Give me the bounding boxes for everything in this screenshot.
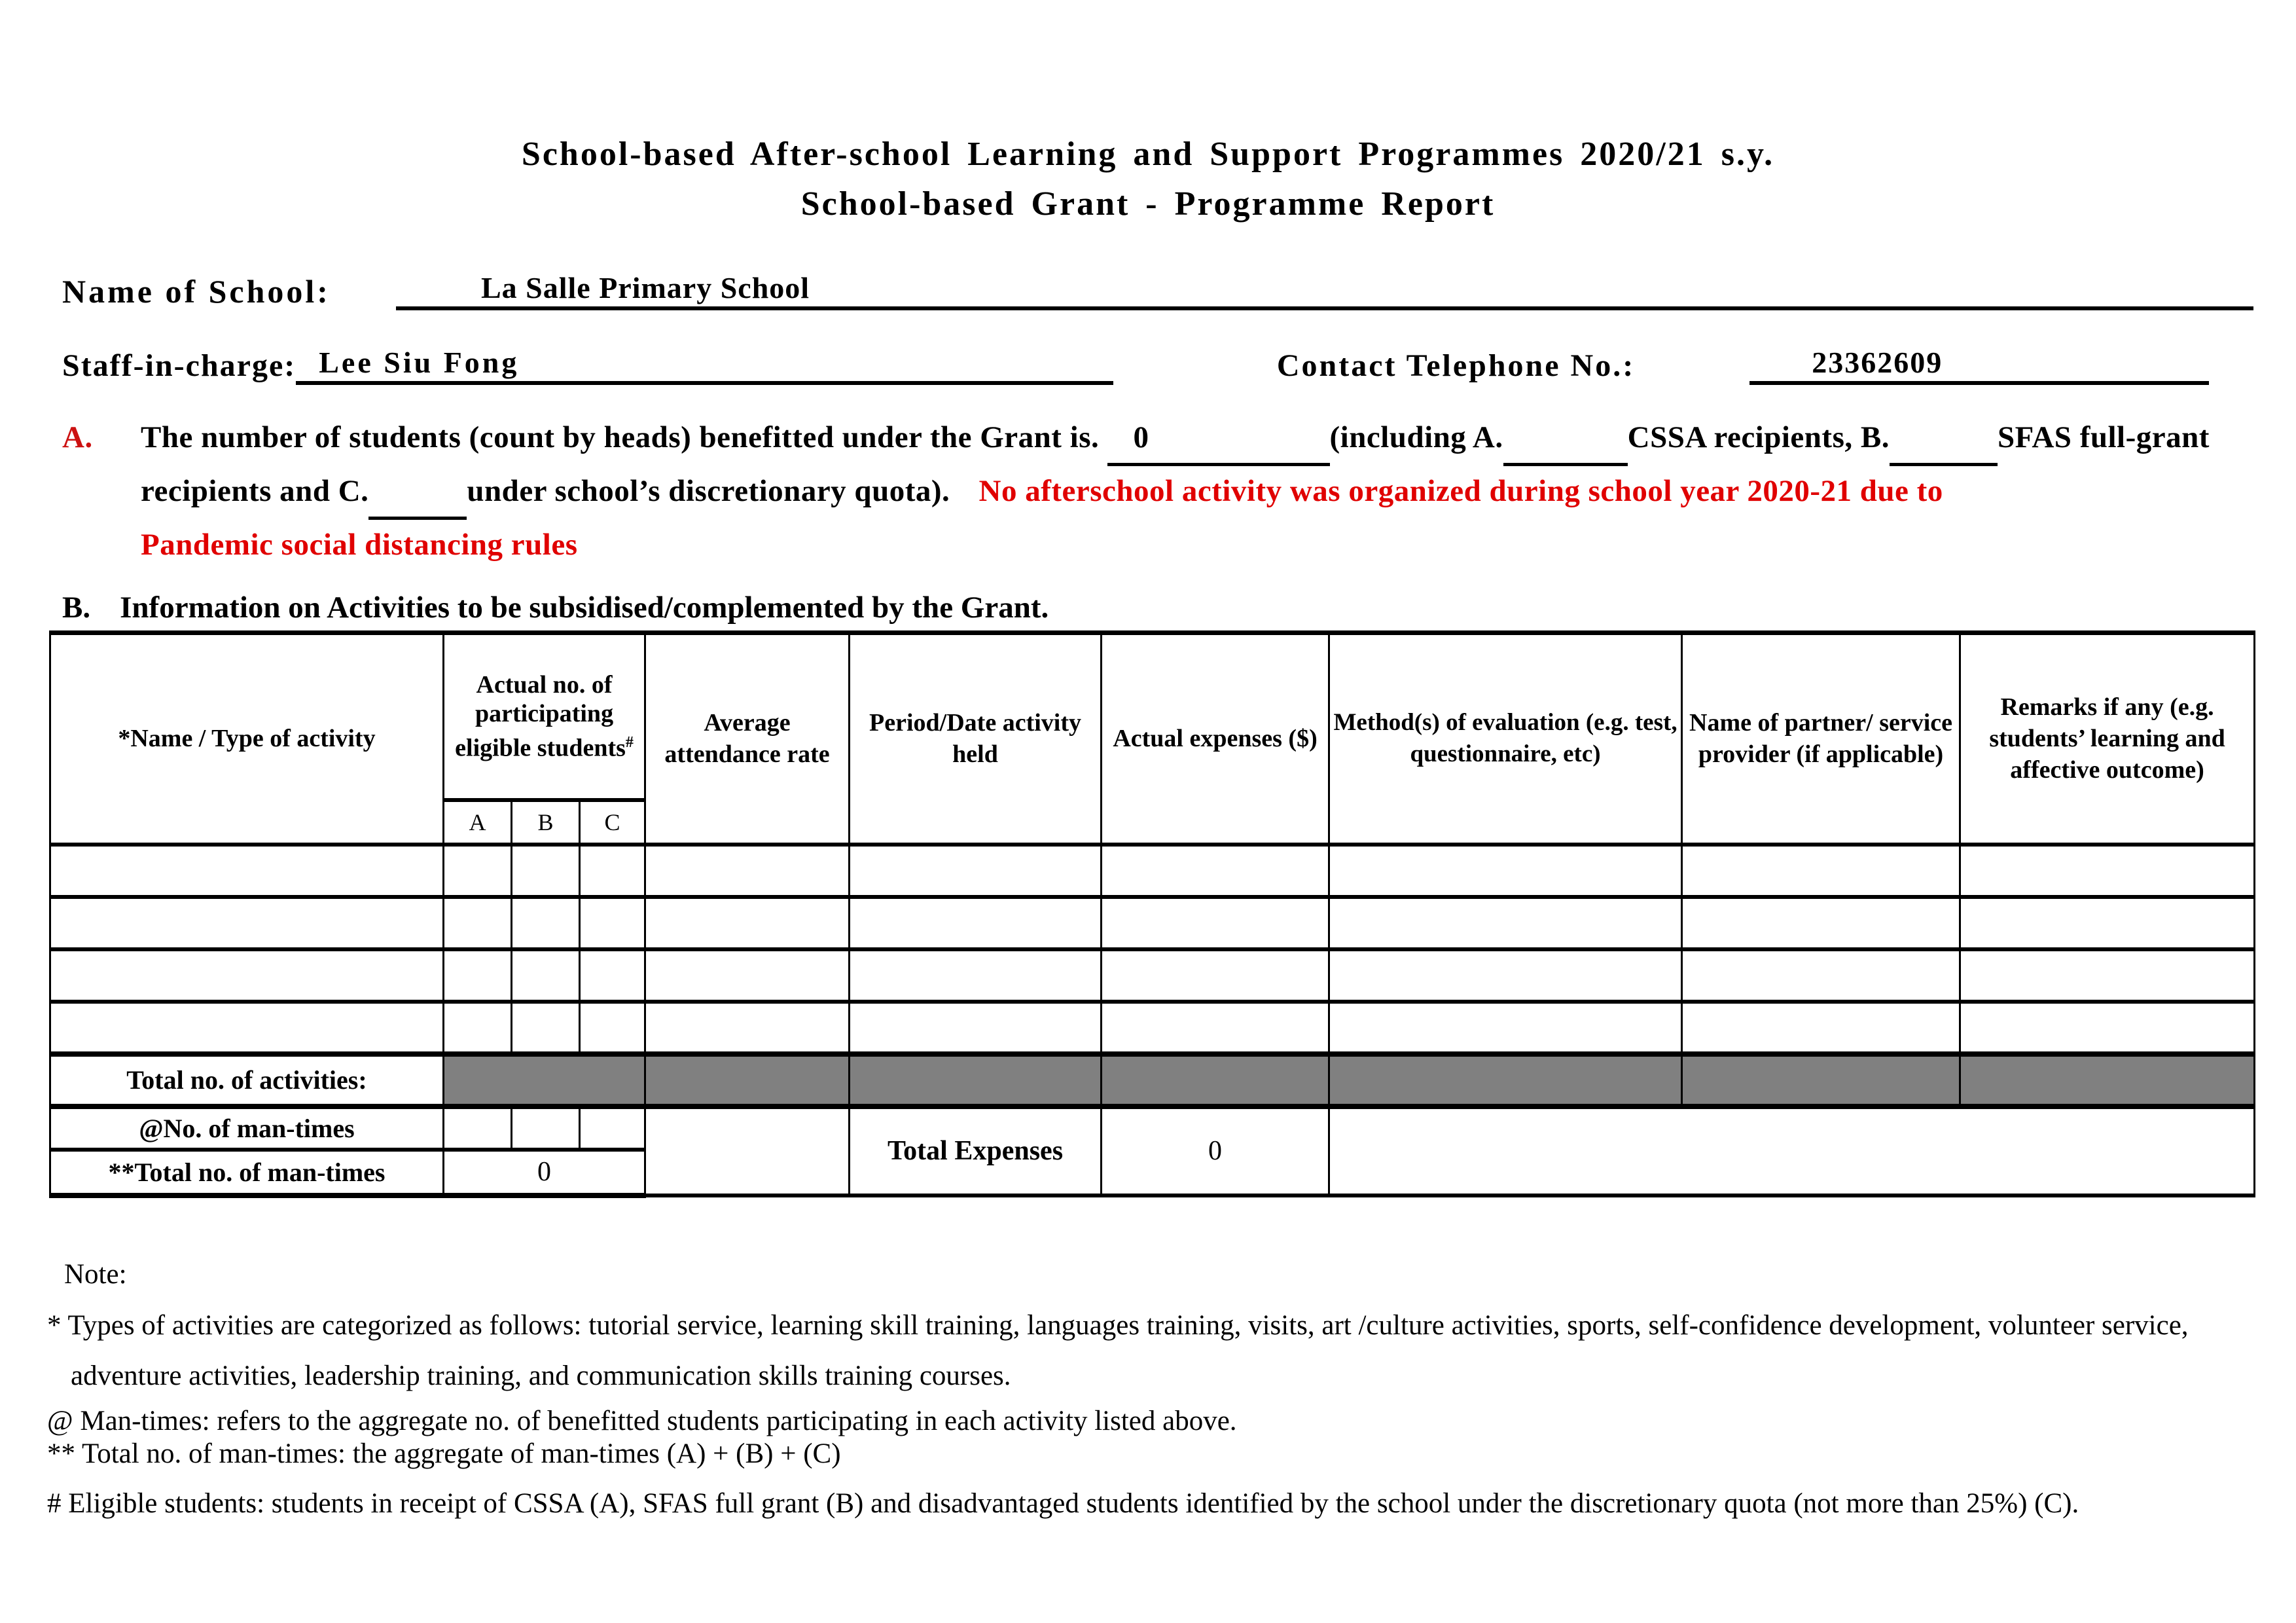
- header-partner: Name of partner/ service provider (if applicable): [1682, 633, 1960, 845]
- no-activity-alert-line2: Pandemic social distancing rules: [141, 528, 578, 562]
- cell-expenses[interactable]: [1102, 949, 1329, 1002]
- total-activities-methods-cell: [1329, 1054, 1682, 1106]
- total-man-times-value: 0: [444, 1150, 645, 1195]
- note-label: Note:: [64, 1259, 127, 1290]
- cell-activity[interactable]: [50, 1002, 444, 1054]
- sfas-recipients-field[interactable]: [1890, 412, 1998, 466]
- header-methods: Method(s) of evaluation (e.g. test, questionnaire, etc): [1329, 633, 1682, 845]
- activity-row-1: [50, 845, 2255, 897]
- cell-attendance[interactable]: [645, 1002, 850, 1054]
- subheader-b: B: [512, 800, 580, 845]
- section-a-text-5: full-grant recipients and C.: [141, 420, 2210, 508]
- total-activities-attendance-cell: [645, 1054, 850, 1106]
- cell-period[interactable]: [850, 1002, 1102, 1054]
- man-times-label: @No. of man-times: [50, 1106, 444, 1150]
- cell-methods[interactable]: [1329, 845, 1682, 897]
- total-activities-label: Total no. of activities:: [50, 1054, 444, 1106]
- school-name-field[interactable]: La Salle Primary School: [396, 270, 2253, 310]
- cell-methods[interactable]: [1329, 897, 1682, 949]
- cell-a[interactable]: [444, 1002, 512, 1054]
- cell-activity[interactable]: [50, 845, 444, 897]
- staff-in-charge-field[interactable]: Lee Siu Fong: [296, 344, 1113, 385]
- cell-b[interactable]: [512, 845, 580, 897]
- staff-in-charge-label: Staff-in-charge:: [62, 348, 296, 383]
- school-name-row: [62, 271, 2253, 310]
- man-times-b-cell[interactable]: [512, 1106, 580, 1150]
- note-total-man-times: ** Total no. of man-times: the aggregate of man-times (A) + (B) + (C): [47, 1438, 841, 1469]
- cell-partner[interactable]: [1682, 845, 1960, 897]
- total-expenses-value: 0: [1102, 1106, 1329, 1195]
- cell-a[interactable]: [444, 845, 512, 897]
- section-a-marker: A.: [62, 420, 93, 454]
- section-a: [62, 412, 2255, 570]
- cell-expenses[interactable]: [1102, 1002, 1329, 1054]
- total-man-times-label: **Total no. of man-times: [50, 1150, 444, 1195]
- table-void: [1329, 1106, 2255, 1195]
- man-times-row: [50, 1106, 2255, 1150]
- cell-b[interactable]: [512, 949, 580, 1002]
- cell-remarks[interactable]: [1960, 845, 2255, 897]
- table-header-row: [50, 633, 2255, 800]
- activities-table: [49, 630, 2255, 1198]
- cell-partner[interactable]: [1682, 949, 1960, 1002]
- note-eligible-students: # Eligible students: students in receipt of CSSA (A), SFAS full grant (B) and disadvantaged students identified by the school under the discretionary quota (not more than 25%) (C).: [47, 1488, 2079, 1519]
- header-remarks: Remarks if any (e.g. students’ learning and affective outcome): [1960, 633, 2255, 845]
- cell-period[interactable]: [850, 897, 1102, 949]
- cell-remarks[interactable]: [1960, 949, 2255, 1002]
- cell-methods[interactable]: [1329, 1002, 1682, 1054]
- total-activities-expenses-cell: [1102, 1054, 1329, 1106]
- header-avg-attendance: Average attendance rate: [645, 633, 850, 845]
- header-participating-hash: #: [625, 733, 634, 751]
- total-activities-abc-cell: [444, 1054, 645, 1106]
- cell-expenses[interactable]: [1102, 897, 1329, 949]
- subheader-a: A: [444, 800, 512, 845]
- total-expenses-label: Total Expenses: [850, 1106, 1102, 1195]
- cell-period[interactable]: [850, 845, 1102, 897]
- cell-expenses[interactable]: [1102, 845, 1329, 897]
- section-b-title: Information on Activities to be subsidised/complemented by the Grant.: [120, 591, 1049, 625]
- total-activities-partner-cell: [1682, 1054, 1960, 1106]
- note-types-line2: adventure activities, leadership training, and communication skills training courses.: [71, 1360, 1011, 1391]
- total-activities-period-cell: [850, 1054, 1102, 1106]
- total-activities-row: [50, 1054, 2255, 1106]
- subheader-c: C: [580, 800, 645, 845]
- header-participating-text: Actual no. of participating eligible students: [455, 670, 626, 762]
- document-title: [0, 130, 2296, 229]
- total-activities-remarks-cell: [1960, 1054, 2255, 1106]
- section-a-text-1: The number of students (count by heads) benefitted under the Grant is.: [141, 420, 1100, 454]
- header-period: Period/Date activity held: [850, 633, 1102, 845]
- contact-telephone-field[interactable]: 23362609: [1749, 344, 2209, 385]
- activity-row-4: [50, 1002, 2255, 1054]
- man-times-a-cell[interactable]: [444, 1106, 512, 1150]
- section-a-text-6: under school’s discretionary quota).: [467, 474, 950, 508]
- header-activity: *Name / Type of activity: [50, 633, 444, 845]
- section-a-text-3: CSSA recipients, B.: [1627, 420, 1890, 454]
- section-b-heading: [62, 590, 1049, 625]
- section-a-text-2: (including A.: [1329, 420, 1503, 454]
- cell-attendance[interactable]: [645, 949, 850, 1002]
- table-gap: [645, 1106, 850, 1195]
- cell-partner[interactable]: [1682, 1002, 1960, 1054]
- header-participating: [444, 633, 645, 800]
- discretionary-quota-field[interactable]: [368, 466, 467, 520]
- document-title-line2: School-based Grant - Programme Report: [800, 185, 1496, 223]
- cell-c[interactable]: [580, 897, 645, 949]
- staff-phone-row: [62, 346, 2209, 385]
- man-times-c-cell[interactable]: [580, 1106, 645, 1150]
- section-a-text-4: SFAS: [1997, 420, 2072, 454]
- cell-remarks[interactable]: [1960, 897, 2255, 949]
- cell-partner[interactable]: [1682, 897, 1960, 949]
- section-b-marker: B.: [62, 591, 91, 625]
- section-a-body: [141, 412, 2255, 570]
- note-types-line1: * Types of activities are categorized as follows: tutorial service, learning skill training, languages training, visits, art /culture activities, sports, self-confidence development, volunteer service,: [47, 1310, 2189, 1341]
- cell-b[interactable]: [512, 1002, 580, 1054]
- activity-row-2: [50, 897, 2255, 949]
- cell-c[interactable]: [580, 845, 645, 897]
- cssa-recipients-field[interactable]: [1503, 412, 1628, 466]
- cell-activity[interactable]: [50, 949, 444, 1002]
- header-expenses: Actual expenses ($): [1102, 633, 1329, 845]
- cell-activity[interactable]: [50, 897, 444, 949]
- cell-a[interactable]: [444, 949, 512, 1002]
- cell-attendance[interactable]: [645, 897, 850, 949]
- cell-a[interactable]: [444, 897, 512, 949]
- school-name-label: Name of School:: [62, 273, 331, 310]
- cell-b[interactable]: [512, 897, 580, 949]
- cell-c[interactable]: [580, 949, 645, 1002]
- no-activity-alert-line1: No afterschool activity was organized during school year 2020-21 due to: [978, 474, 1943, 508]
- cell-attendance[interactable]: [645, 845, 850, 897]
- cell-remarks[interactable]: [1960, 1002, 2255, 1054]
- document-title-line1: School-based After-school Learning and Support Programmes 2020/21 s.y.: [521, 136, 1775, 173]
- cell-methods[interactable]: [1329, 949, 1682, 1002]
- activity-row-3: [50, 949, 2255, 1002]
- benefitted-count-field[interactable]: 0 ​: [1107, 412, 1330, 466]
- note-man-times: @ Man-times: refers to the aggregate no. of benefitted students participating in each activity listed above.: [47, 1406, 1237, 1436]
- cell-c[interactable]: [580, 1002, 645, 1054]
- cell-period[interactable]: [850, 949, 1102, 1002]
- contact-telephone-label: Contact Telephone No.:: [1276, 348, 1636, 383]
